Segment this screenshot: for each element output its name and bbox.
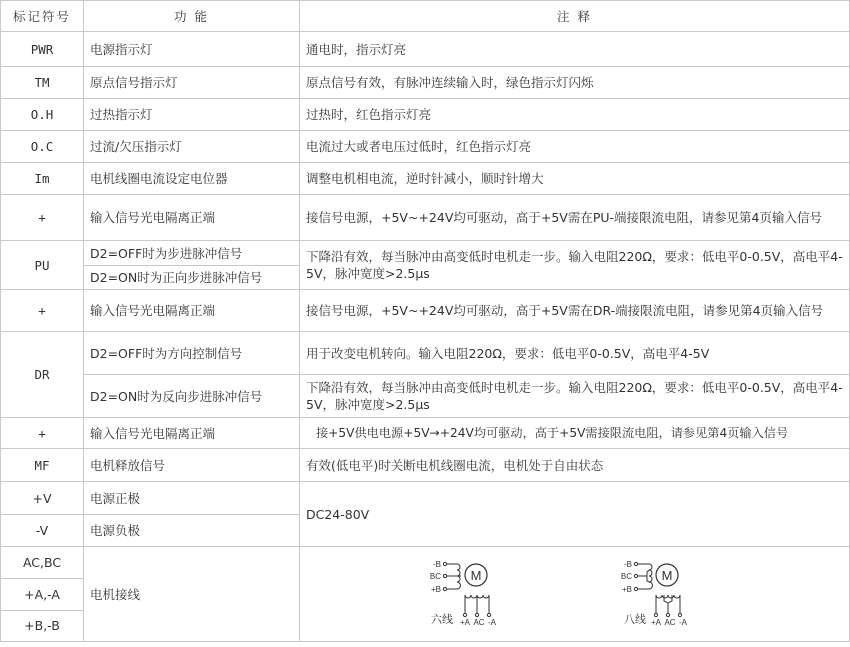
row-function: 电源指示灯 (84, 32, 300, 67)
eight-wire-b-coils (634, 562, 652, 590)
row-symbol: +B,-B (1, 610, 84, 641)
table-header (1, 1, 850, 32)
row-symbol: + (1, 195, 84, 241)
table-row (1, 332, 850, 375)
row-function: 电机线圈电流设定电位器 (84, 163, 300, 195)
row-symbol: Im (1, 163, 84, 195)
eight-wire-caption: 八线 (624, 614, 646, 626)
table-row (1, 482, 850, 515)
row-note: 下降沿有效，每当脉冲由高变低时电机走一步。输入电阻220Ω，要求：低电平0-0.5V，高电平4-5V，脉冲宽度>2.5μs (300, 241, 850, 290)
row-symbol: PWR (1, 32, 84, 67)
label-minus-a: -A (679, 618, 687, 627)
row-note: 接+5V供电电源+5V→+24V均可驱动，高于+5V需接限流电阻，请参见第4页输入信号 (300, 418, 850, 449)
row-symbol: PU (1, 241, 84, 290)
table-row (1, 375, 850, 418)
row-symbol: -V (1, 515, 84, 547)
table-row (1, 99, 850, 131)
motor-label: M (661, 568, 673, 583)
row-function: 输入信号光电隔离正端 (84, 290, 300, 332)
row-note: 接信号电源，+5V~+24V均可驱动，高于+5V需在PU-端接限流电阻，请参见第4页输入信号 (300, 195, 850, 241)
row-symbol: AC,BC (1, 547, 84, 579)
row-symbol: O.H (1, 99, 84, 131)
row-note: 电流过大或者电压过低时，红色指示灯亮 (300, 131, 850, 163)
wiring-diagram-cell (300, 547, 850, 642)
eight-wire-diagram (616, 547, 726, 641)
header-note: 注 释 (300, 1, 850, 32)
header-function: 功 能 (84, 1, 300, 32)
table-row (1, 241, 850, 266)
table-row (1, 449, 850, 482)
row-function: D2=OFF时为步进脉冲信号 (84, 241, 300, 266)
row-symbol: MF (1, 449, 84, 482)
label-ac: AC (664, 618, 676, 627)
row-symbol: O.C (1, 131, 84, 163)
row-function: 电源负极 (84, 515, 300, 547)
six-wire-caption: 六线 (431, 614, 453, 626)
wiring-diagrams (300, 547, 849, 641)
label-bc: BC (620, 572, 632, 581)
label-minus-a: -A (488, 618, 496, 627)
table-row (1, 67, 850, 99)
row-note: 下降沿有效，每当脉冲由高变低时电机走一步。输入电阻220Ω，要求：低电平0-0.5V，高电平4-5V，脉冲宽度>2.5μs (300, 375, 850, 418)
row-symbol: TM (1, 67, 84, 99)
eight-wire-motor (656, 564, 678, 586)
six-wire-motor (465, 564, 487, 586)
label-ac: AC (473, 618, 485, 627)
row-note: 调整电机相电流，逆时针减小，顺时针增大 (300, 163, 850, 195)
row-symbol: +A,-A (1, 579, 84, 610)
table-row (1, 290, 850, 332)
motor-label: M (470, 568, 482, 583)
row-function: 电源正极 (84, 482, 300, 515)
header-symbol: 标记符号 (1, 1, 84, 32)
label-plus-b: +B (430, 585, 441, 594)
row-note: 有效(低电平)时关断电机线圈电流，电机处于自由状态 (300, 449, 850, 482)
label-plus-a: +A (459, 618, 471, 627)
row-note: 接信号电源，+5V~+24V均可驱动，高于+5V需在DR-端接限流电阻，请参见第4页输入信号 (300, 290, 850, 332)
row-symbol: + (1, 418, 84, 449)
label-minus-b: -B (433, 560, 441, 569)
row-function: D2=OFF时为方向控制信号 (84, 332, 300, 375)
row-note: 用于改变电机转向。输入电阻220Ω，要求：低电平0-0.5V，高电平4-5V (300, 332, 850, 375)
row-note: 原点信号有效，有脉冲连续输入时，绿色指示灯闪烁 (300, 67, 850, 99)
row-function: 过热指示灯 (84, 99, 300, 131)
row-function: D2=ON时为反向步进脉冲信号 (84, 375, 300, 418)
row-function: 输入信号光电隔离正端 (84, 418, 300, 449)
table-row (1, 163, 850, 195)
label-plus-a: +A (650, 618, 662, 627)
table-row (1, 131, 850, 163)
row-note: 过热时，红色指示灯亮 (300, 99, 850, 131)
table-row (1, 547, 850, 579)
row-function: 输入信号光电隔离正端 (84, 195, 300, 241)
row-function: 原点信号指示灯 (84, 67, 300, 99)
six-wire-a-coil (463, 595, 490, 617)
table-row (1, 418, 850, 449)
label-plus-b: +B (621, 585, 632, 594)
row-note: DC24-80V (300, 482, 850, 547)
row-function: 电机释放信号 (84, 449, 300, 482)
table-row (1, 32, 850, 67)
six-wire-b-coil (443, 562, 461, 590)
eight-wire-a-coils (654, 595, 681, 617)
row-note: 通电时，指示灯亮 (300, 32, 850, 67)
row-function: 电机接线 (84, 547, 300, 642)
table-row (1, 195, 850, 241)
six-wire-diagram (425, 547, 535, 641)
row-symbol: +V (1, 482, 84, 515)
label-bc: BC (429, 572, 441, 581)
row-symbol: + (1, 290, 84, 332)
row-symbol: DR (1, 332, 84, 418)
label-minus-b: -B (624, 560, 632, 569)
row-function: 过流/欠压指示灯 (84, 131, 300, 163)
row-function: D2=ON时为正向步进脉冲信号 (84, 266, 300, 290)
